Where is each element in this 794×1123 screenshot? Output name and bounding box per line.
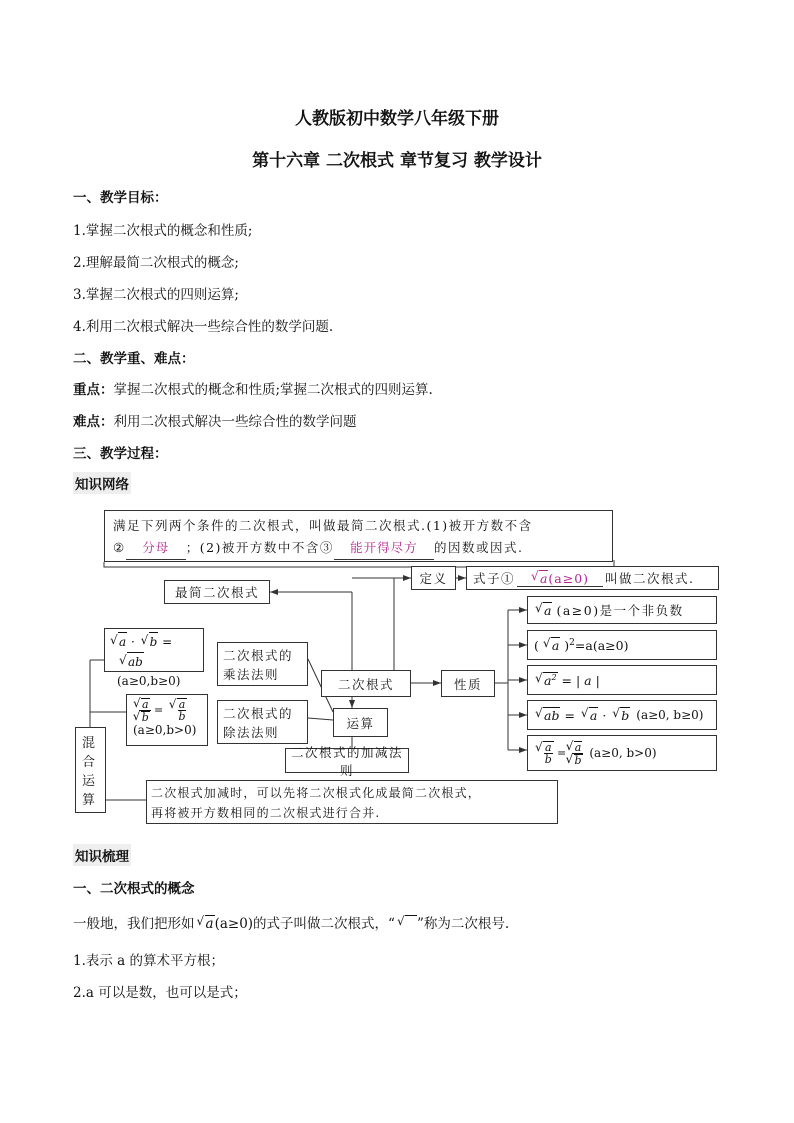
mult-formula: √ a · √ b = √ ab [117,632,199,672]
property-square-box [527,630,717,660]
concept-line-pre: 一般地，我们把形如 [73,916,195,932]
document-subtitle: 第十六章 二次根式 章节复习 教学设计 [252,151,542,171]
difficulty-label: 难点： [73,414,114,430]
prop5-formula: √ $\frac{a}{b}$ = √ a √ b [542,741,583,766]
concept-line-end: ”称为二次根号. [416,916,510,932]
concept-definition-line [73,912,509,932]
simplest-def-mid: ；(2)被开方数中不含③ [185,540,334,555]
definition-blank [517,570,603,587]
sqrt-a-symbol: √ a [539,570,548,586]
prop5-condition: (a≥0, b>0) [589,746,657,760]
blank-perfect-square: 能开得尽方 [334,537,434,560]
section3-heading: 三、教学过程： [73,446,168,462]
section2-heading: 二、教学重、难点： [73,351,195,367]
simplest-def-pre: ② [113,540,126,555]
goal-item: 1.掌握二次根式的概念和性质; [73,223,253,239]
div-rule-box: 二次根式的除法法则 [217,700,308,744]
prop4-condition: (a≥0, b≥0) [636,708,704,722]
add-text-line1: 二次根式加减时，可以先将二次根式化成最简二次根式， [151,786,482,800]
definition-end: 叫做二次根式. [605,571,695,586]
difficulty-text: 利用二次根式解决一些综合性的数学问题 [113,414,357,430]
div-formula: √ a √ b = √ $\frac{a}{b}$ [133,698,205,723]
definition-blank-cond: (a≥0) [548,570,590,586]
prop1-text: (a≥0)是一个非负数 [556,603,684,618]
definition-formula-box [466,566,719,590]
radical-sign-symbol [405,915,417,932]
tag-knowledge-network: 知识网络 [73,472,131,494]
concept-item: 1.表示 a 的算术平方根； [73,953,225,969]
goal-item: 4.利用二次根式解决一些综合性的数学问题. [73,319,334,335]
concept-heading: 一、二次根式的概念 [73,881,195,897]
concept-line-mid: (a≥0)的式子叫做二次根式，“ [214,916,395,932]
prop2-text: =a(a≥0) [574,637,629,653]
prop2-formula: ( √ a )$^2$ [534,637,575,653]
prop3-formula: √ $a^2$ = | a | [542,672,600,688]
property-abs-box [527,665,717,695]
definition-pre: 式子① [473,571,516,586]
div-formula-box [126,694,208,746]
concept-item: 2.a 可以是数，也可以是式； [73,985,247,1001]
property-product-box [527,700,717,730]
sqrt-a-symbol: √ a [205,915,215,932]
goal-item: 3.掌握二次根式的四则运算; [73,287,239,303]
add-text-line2: 再将被开方数相同的二次根式进行合并. [151,806,381,820]
operation-box: 运算 [333,708,388,737]
div-condition: (a≥0,b>0) [133,723,197,737]
mult-condition: (a≥0,b≥0) [117,674,181,688]
simplest-def-end: 的因数或因式. [433,540,524,555]
simplest-def-line1: 满足下列两个条件的二次根式，叫做最简二次根式.(1)被开方数不含 [113,518,533,533]
simplest-radical-box: 最简二次根式 [164,580,270,604]
simplest-radical-definition-box [104,510,613,562]
mult-rule-box: 二次根式的乘法法则 [217,642,308,686]
goal-item: 2.理解最简二次根式的概念; [73,255,239,271]
prop4-formula: √ ab = √ a · √ b [542,707,630,723]
add-rule-description-box [146,780,558,824]
sqrt-a-symbol: √ a [543,602,552,618]
definition-box: 定义 [411,566,456,590]
tag-knowledge-sorting: 知识梳理 [73,844,131,866]
property-nonnegative-box [527,596,717,624]
property-quotient-box [527,735,717,771]
document-title: 人教版初中数学八年级下册 [295,109,499,129]
blank-denominator: 分母 [126,537,186,560]
simplest-def-line2 [113,537,604,560]
key-point-label: 重点： [73,382,114,398]
property-box: 性质 [441,670,495,697]
mixed-operations-box: 混合运算 [75,727,106,813]
center-radical-box: 二次根式 [321,670,411,697]
add-rule-box: 二次根式的加减法则 [285,748,409,773]
key-point-text: 掌握二次根式的概念和性质;掌握二次根式的四则运算. [113,382,433,398]
mult-formula-box [104,628,204,688]
section1-heading: 一、教学目标： [73,190,168,206]
